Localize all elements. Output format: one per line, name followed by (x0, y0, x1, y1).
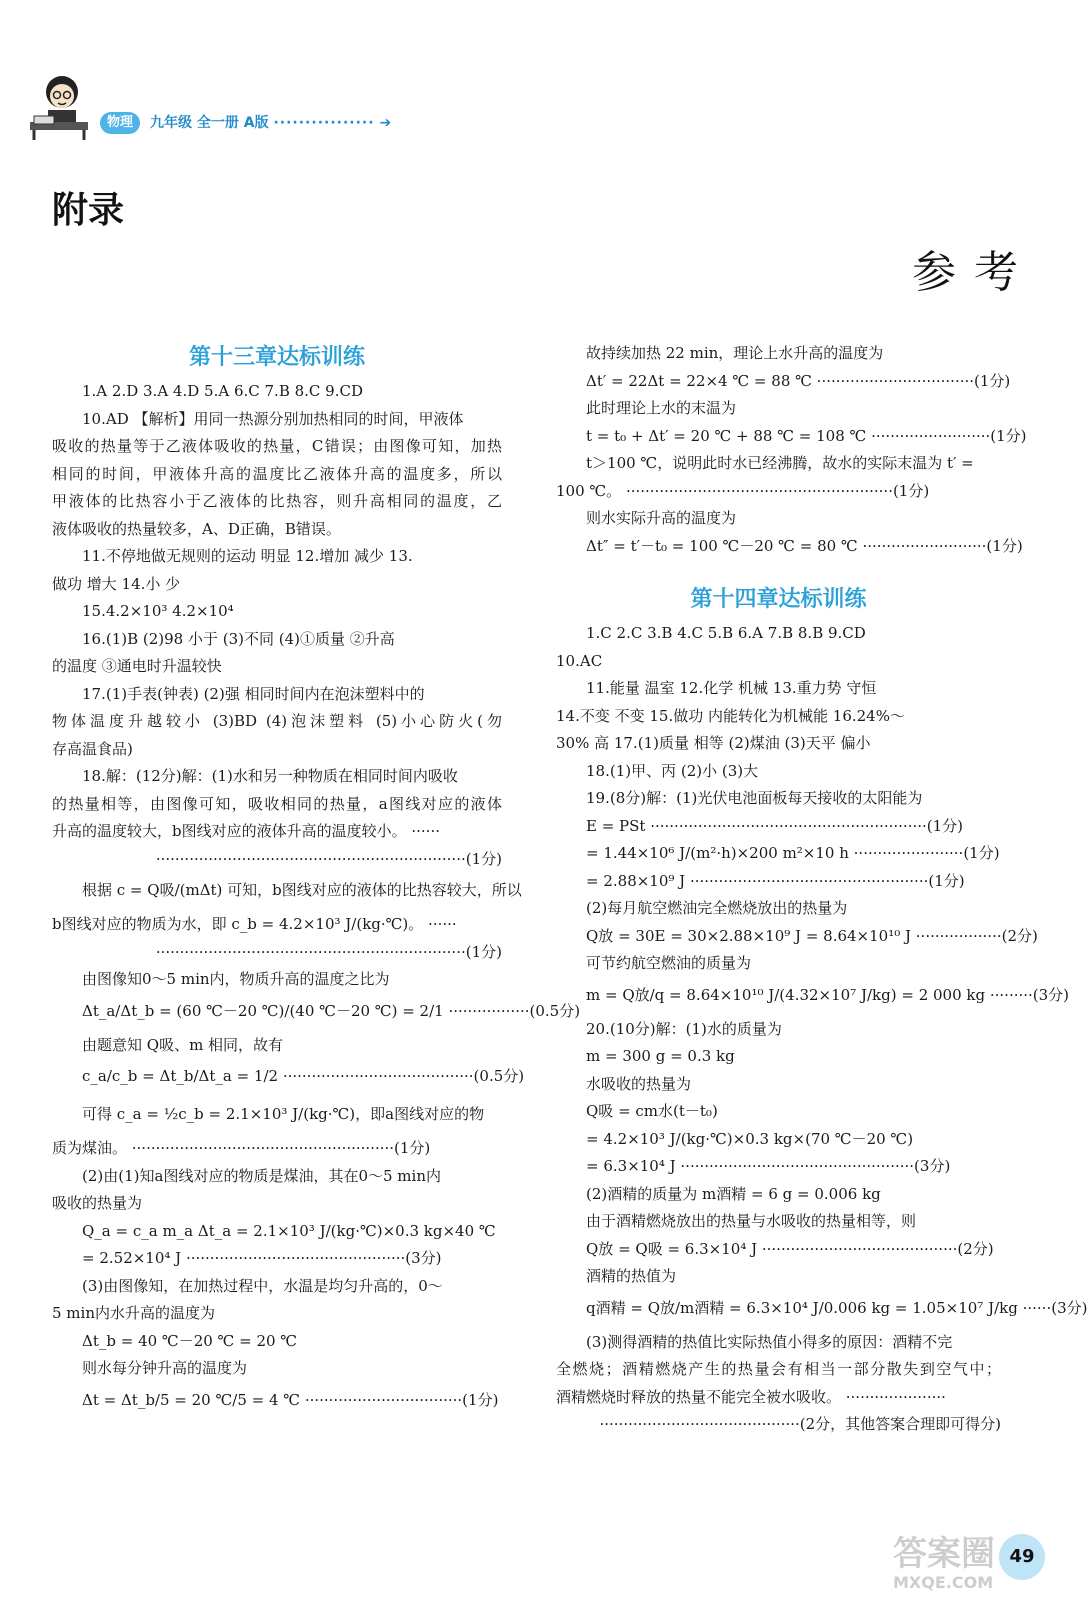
answer-line: 10.AD 【解析】用同一热源分别加热相同的时间，甲液体 (82, 409, 464, 428)
answer-line: 18.(1)甲、丙 (2)小 (3)大 (586, 761, 759, 780)
answer-line: 甲液体的比热容小于乙液体的比热容，则升高相同的温度，乙 (52, 492, 502, 510)
answer-line: E = PSt ··························································(1分) (586, 816, 964, 835)
answer-line: q酒精 = Q放/m酒精 = 6.3×10⁴ J/0.006 kg = 1.05×10⁷ J/kg ······(3分) (586, 1298, 1087, 1317)
answer-line: 由图像知0～5 min内，物质升高的温度之比为 (82, 970, 390, 988)
answer-line: 根据 c = Q吸/(mΔt) 可知，b图线对应的液体的比热容较大，所以 (82, 881, 522, 899)
answer-line: = 6.3×10⁴ J ·················································(3分) (586, 1157, 951, 1175)
answer-line: 全燃烧；酒精燃烧产生的热量会有相当一部分散失到空气中； (556, 1360, 1001, 1378)
answer-line: 1.C 2.C 3.B 4.C 5.B 6.A 7.B 8.B 9.CD (586, 624, 866, 642)
answer-line: Q_a = c_a m_a Δt_a = 2.1×10³ J/(kg·℃)×0.3 kg×40 ℃ (82, 1221, 496, 1240)
answer-line: Q吸 = cm水(t－t₀) (586, 1102, 718, 1120)
answer-line: 则水实际升高的温度为 (586, 509, 737, 527)
answer-line: Δt′ = 22Δt = 22×4 ℃ = 88 ℃ ·································(1分) (586, 371, 1011, 390)
watermark (893, 1534, 995, 1592)
answer-line: 10.AC (556, 651, 603, 670)
chapter-title-13: 第十三章达标训练 (188, 345, 365, 370)
leader-dots: ················ (273, 115, 375, 131)
answer-line: ·································································(1分) (155, 849, 502, 868)
answer-line: 由于酒精燃烧放出的热量与水吸收的热量相等，则 (586, 1212, 917, 1230)
answer-line: = 2.52×10⁴ J ··············································(3分) (82, 1249, 442, 1267)
answer-line: 做功 增大 14.小 少 (52, 574, 181, 593)
answer-line: Q放 = Q吸 = 6.3×10⁴ J ·········································(2分) (586, 1239, 994, 1258)
answer-line: (2)酒精的质量为 m酒精 = 6 g = 0.006 kg (586, 1184, 881, 1203)
answer-line: 物体温度升越较小 (3)BD (4)泡沫塑料 (5)小心防火(勿 (52, 712, 502, 730)
watermark-cn: 答案圈 (893, 1534, 995, 1574)
mascot-reading-icon (20, 70, 95, 140)
answer-line: 18.解：(12分)解：(1)水和另一种物质在相同时间内吸收 (82, 767, 458, 785)
subject-badge: 物理 (100, 112, 140, 134)
answer-line: 的温度 ③通电时升温较快 (52, 657, 222, 675)
answer-line: m = 300 g = 0.3 kg (586, 1047, 735, 1065)
answer-line: 19.(8分)解：(1)光伏电池面板每天接收的太阳能为 (586, 789, 923, 807)
answer-line: (2)每月航空燃油完全燃烧放出的热量为 (586, 899, 848, 917)
page-header (20, 70, 520, 140)
answer-line: 此时理论上水的末温为 (586, 399, 737, 417)
answer-line: ··········································(2分，其他答案合理即可得分) (599, 1415, 1001, 1433)
right-answer-lines (556, 620, 1087, 1439)
answer-line: 100 ℃。 ························································(1分) (556, 481, 930, 500)
answer-line: Q放 = 30E = 30×2.88×10⁹ J = 8.64×10¹⁰ J ··················(2分) (586, 926, 1038, 945)
answer-line: = 1.44×10⁶ J/(m²·h)×200 m²×10 h ·······················(1分) (586, 844, 1000, 862)
arrow-right-icon: ➔ (379, 115, 392, 131)
answer-line: 可节约航空燃油的质量为 (586, 954, 752, 972)
answer-line: 14.不变 不变 15.做功 内能转化为机械能 16.24%～ (556, 706, 905, 725)
answer-line: t = t₀ + Δt′ = 20 ℃ + 88 ℃ = 108 ℃ ·························(1分) (586, 426, 1027, 445)
answer-line: 酒精的热值为 (586, 1267, 677, 1285)
right-column (556, 340, 1087, 1439)
answer-line: 故持续加热 22 min，理论上水升高的温度为 (586, 344, 884, 362)
answer-line: (3)测得酒精的热值比实际热值小得多的原因：酒精不完 (586, 1332, 953, 1351)
answer-line: Δt_a/Δt_b = (60 ℃－20 ℃)/(40 ℃－20 ℃) = 2/1 ·················(0.5分) (82, 1001, 581, 1020)
answer-line: 16.(1)B (2)98 小于 (3)不同 (4)①质量 ②升高 (82, 629, 395, 648)
answer-line: 酒精燃烧时释放的热量不能完全被水吸收。 ····················· (556, 1387, 946, 1406)
grade-edition (150, 112, 391, 134)
right-continued-lines (556, 340, 1027, 560)
answer-line: 17.(1)手表(钟表) (2)强 相同时间内在泡沫塑料中的 (82, 684, 425, 703)
answer-line: 液体吸收的热量较多，A、D正确，B错误。 (52, 519, 341, 538)
answer-line: Δt = Δt_b/5 = 20 ℃/5 = 4 ℃ ·································(1分) (82, 1390, 499, 1409)
answer-line: 相同的时间，甲液体升高的温度比乙液体升高的温度多，所以 (52, 464, 502, 483)
answer-line: 11.不停地做无规则的运动 明显 12.增加 减少 13. (82, 547, 413, 565)
answer-line: 质为煤油。 ·······················································(1分) (52, 1139, 431, 1157)
answer-line: b图线对应的物质为水，即 c_b = 4.2×10³ J/(kg·℃)。 ······ (52, 915, 457, 933)
answer-line: = 4.2×10³ J/(kg·℃)×0.3 kg×(70 ℃－20 ℃) (586, 1129, 914, 1148)
answer-line: (2)由(1)知a图线对应的物质是煤油，其在0～5 min内 (82, 1166, 441, 1185)
answer-line: 的热量相等，由图像可知，吸收相同的热量，a图线对应的液体 (52, 794, 502, 813)
answer-line: 吸收的热量为 (52, 1194, 143, 1212)
answer-line: 水吸收的热量为 (586, 1074, 692, 1093)
answer-line: 可得 c_a = ½c_b = 2.1×10³ J/(kg·℃)，即a图线对应的物 (82, 1105, 485, 1123)
watermark-en: MXQE.COM (893, 1573, 994, 1592)
answer-line: 升高的温度较大，b图线对应的液体升高的温度较小。 ······ (52, 822, 440, 840)
answer-line: m = Q放/q = 8.64×10¹⁰ J/(4.32×10⁷ J/kg) = 2 000 kg ·········(3分) (586, 985, 1070, 1004)
answer-line: t＞100 ℃，说明此时水已经沸腾，故水的实际末温为 t′ = (586, 454, 974, 472)
answer-line: ·································································(1分) (155, 942, 502, 961)
answer-line: 1.A 2.D 3.A 4.D 5.A 6.C 7.B 8.C 9.CD (82, 382, 363, 400)
answer-line: Δt_b = 40 ℃－20 ℃ = 20 ℃ (82, 1331, 298, 1350)
answer-line: 11.能量 温室 12.化学 机械 13.重力势 守恒 (586, 679, 877, 697)
answer-line: 由题意知 Q吸、m 相同，故有 (82, 1035, 284, 1054)
answer-line: 存高温食品) (52, 739, 133, 758)
answer-line: c_a/c_b = Δt_b/Δt_a = 1/2 ········································(0.5分) (82, 1067, 525, 1085)
answer-line: = 2.88×10⁹ J ··················································(1分) (586, 871, 965, 890)
grade-text: 九年级 全一册 A版 (150, 115, 269, 131)
answer-line: 则水每分钟升高的温度为 (82, 1359, 248, 1377)
answer-line: Δt″ = t′－t₀ = 100 ℃－20 ℃ = 80 ℃ ··························(1分) (586, 536, 1023, 555)
chapter-title-14: 第十四章达标训练 (690, 587, 867, 612)
answer-line: 吸收的热量等于乙液体吸收的热量，C错误；由图像可知，加热 (52, 437, 502, 455)
page-number: 49 (999, 1534, 1045, 1580)
answer-line: 20.(10分)解：(1)水的质量为 (586, 1019, 782, 1038)
answer-line: 5 min内水升高的温度为 (52, 1304, 215, 1322)
appendix-label: 附录 (52, 190, 125, 231)
answer-line: 15.4.2×10³ 4.2×10⁴ (82, 602, 234, 620)
reference-title: 参考 (912, 247, 1036, 298)
answer-line: 30% 高 17.(1)质量 相等 (2)煤油 (3)天平 偏小 (556, 734, 871, 752)
answer-line: (3)由图像知，在加热过程中，水温是均匀升高的，0～ (82, 1276, 443, 1295)
